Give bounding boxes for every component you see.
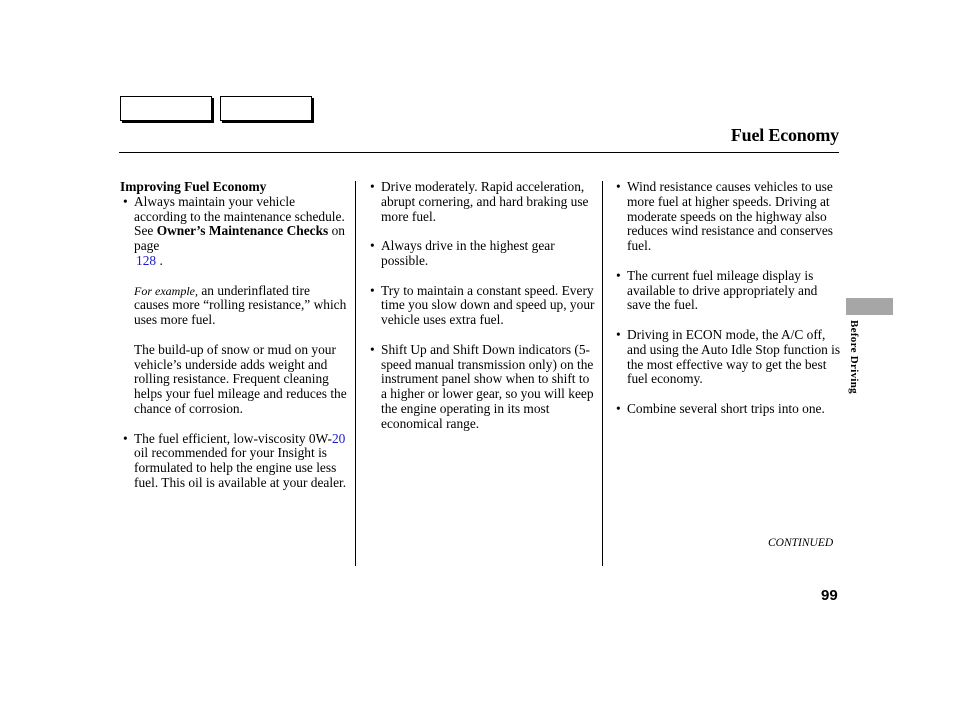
bullet-icon: • (616, 326, 621, 342)
bullet-icon: • (123, 193, 128, 209)
bullet-icon: • (616, 179, 621, 194)
column-1 (120, 180, 348, 491)
column-2 (367, 180, 595, 432)
column-3 (613, 180, 841, 417)
list-item (367, 284, 595, 328)
list-item (120, 432, 348, 491)
column-divider-1 (355, 181, 356, 566)
bullet-icon: • (616, 267, 621, 283)
italic-lead: For example, (134, 283, 198, 298)
bullet-icon: • (370, 238, 375, 254)
list-item-text: Always drive in the highest gear possible. (381, 238, 555, 268)
bullet-icon: • (370, 179, 375, 194)
paragraph: The build-up of snow or mud on your vehicle’s underside adds weight and rolling resistance. Frequent cleaning helps your fuel mileage and reduces the chance of corrosion. (134, 341, 347, 416)
list-item-text: Combine several short trips into one. (627, 400, 825, 416)
page-number: 99 (821, 587, 838, 604)
nav-button-contents[interactable] (120, 96, 212, 121)
list-item (613, 402, 841, 417)
list-item-text-part: The fuel efficient, low-viscosity 0W- (134, 430, 332, 446)
title-rule (119, 152, 839, 153)
list-item (613, 180, 841, 254)
list-item (613, 328, 841, 387)
list-item-text: The current fuel mileage display is available to drive appropriately and save the fuel. (627, 267, 818, 313)
paragraph-text: an underinflated tire causes more “rolling resistance,” which uses more fuel. (134, 282, 347, 328)
section-tab[interactable] (846, 298, 893, 315)
list-item (367, 180, 595, 224)
list-item (613, 269, 841, 313)
list-item-text (134, 432, 348, 491)
bullet-icon: • (370, 282, 375, 298)
list-item-text-part: oil recommended for your Insight is formulated to help the engine use less fuel. This oil is available at your dealer. (134, 445, 347, 490)
list-item-text (134, 195, 348, 269)
column-divider-2 (602, 181, 603, 566)
list-item (367, 343, 595, 432)
list-item-text-part: . (156, 252, 163, 268)
bullet-icon: • (616, 400, 621, 416)
list-item-text: Shift Up and Shift Down indicators (5-speed manual transmission only) on the instrument panel show when to shift to a higher or lower gear, so you will keep the engine operating in its most economical range. (381, 341, 594, 431)
oil-link-20[interactable]: 20 (331, 430, 346, 446)
list-item-text-part: on page (134, 223, 346, 254)
bullet-icon: • (123, 430, 128, 446)
list-item-text-part: Always maintain your vehicle according to the maintenance schedule. See (134, 193, 345, 239)
list-item-text: Try to maintain a constant speed. Every time you slow down and speed up, your vehicle uses extra fuel. (381, 282, 595, 328)
paragraph (120, 284, 348, 328)
list-item-text: Drive moderately. Rapid acceleration, abrupt cornering, and hard braking use more fuel. (381, 179, 589, 224)
list-item-text: Driving in ECON mode, the A/C off, and using the Auto Idle Stop function is the most effective way to get the best fuel economy. (627, 326, 841, 387)
list-item (367, 239, 595, 269)
page-link-128[interactable]: 128 (136, 252, 157, 268)
list-item (120, 195, 348, 269)
bullet-icon: • (370, 341, 375, 357)
nav-button-index[interactable] (220, 96, 312, 121)
maintenance-checks-ref: Owner’s Maintenance Checks (156, 223, 329, 239)
section-label: Before Driving (848, 320, 860, 394)
continued-label: CONTINUED (768, 537, 834, 549)
list-item-text: Wind resistance causes vehicles to use more fuel at higher speeds. Driving at moderate speeds on the highway also reduces wind resistance and conserves fuel. (627, 179, 833, 254)
section-heading: Improving Fuel Economy (120, 179, 267, 194)
page-title: Fuel Economy (730, 125, 839, 145)
